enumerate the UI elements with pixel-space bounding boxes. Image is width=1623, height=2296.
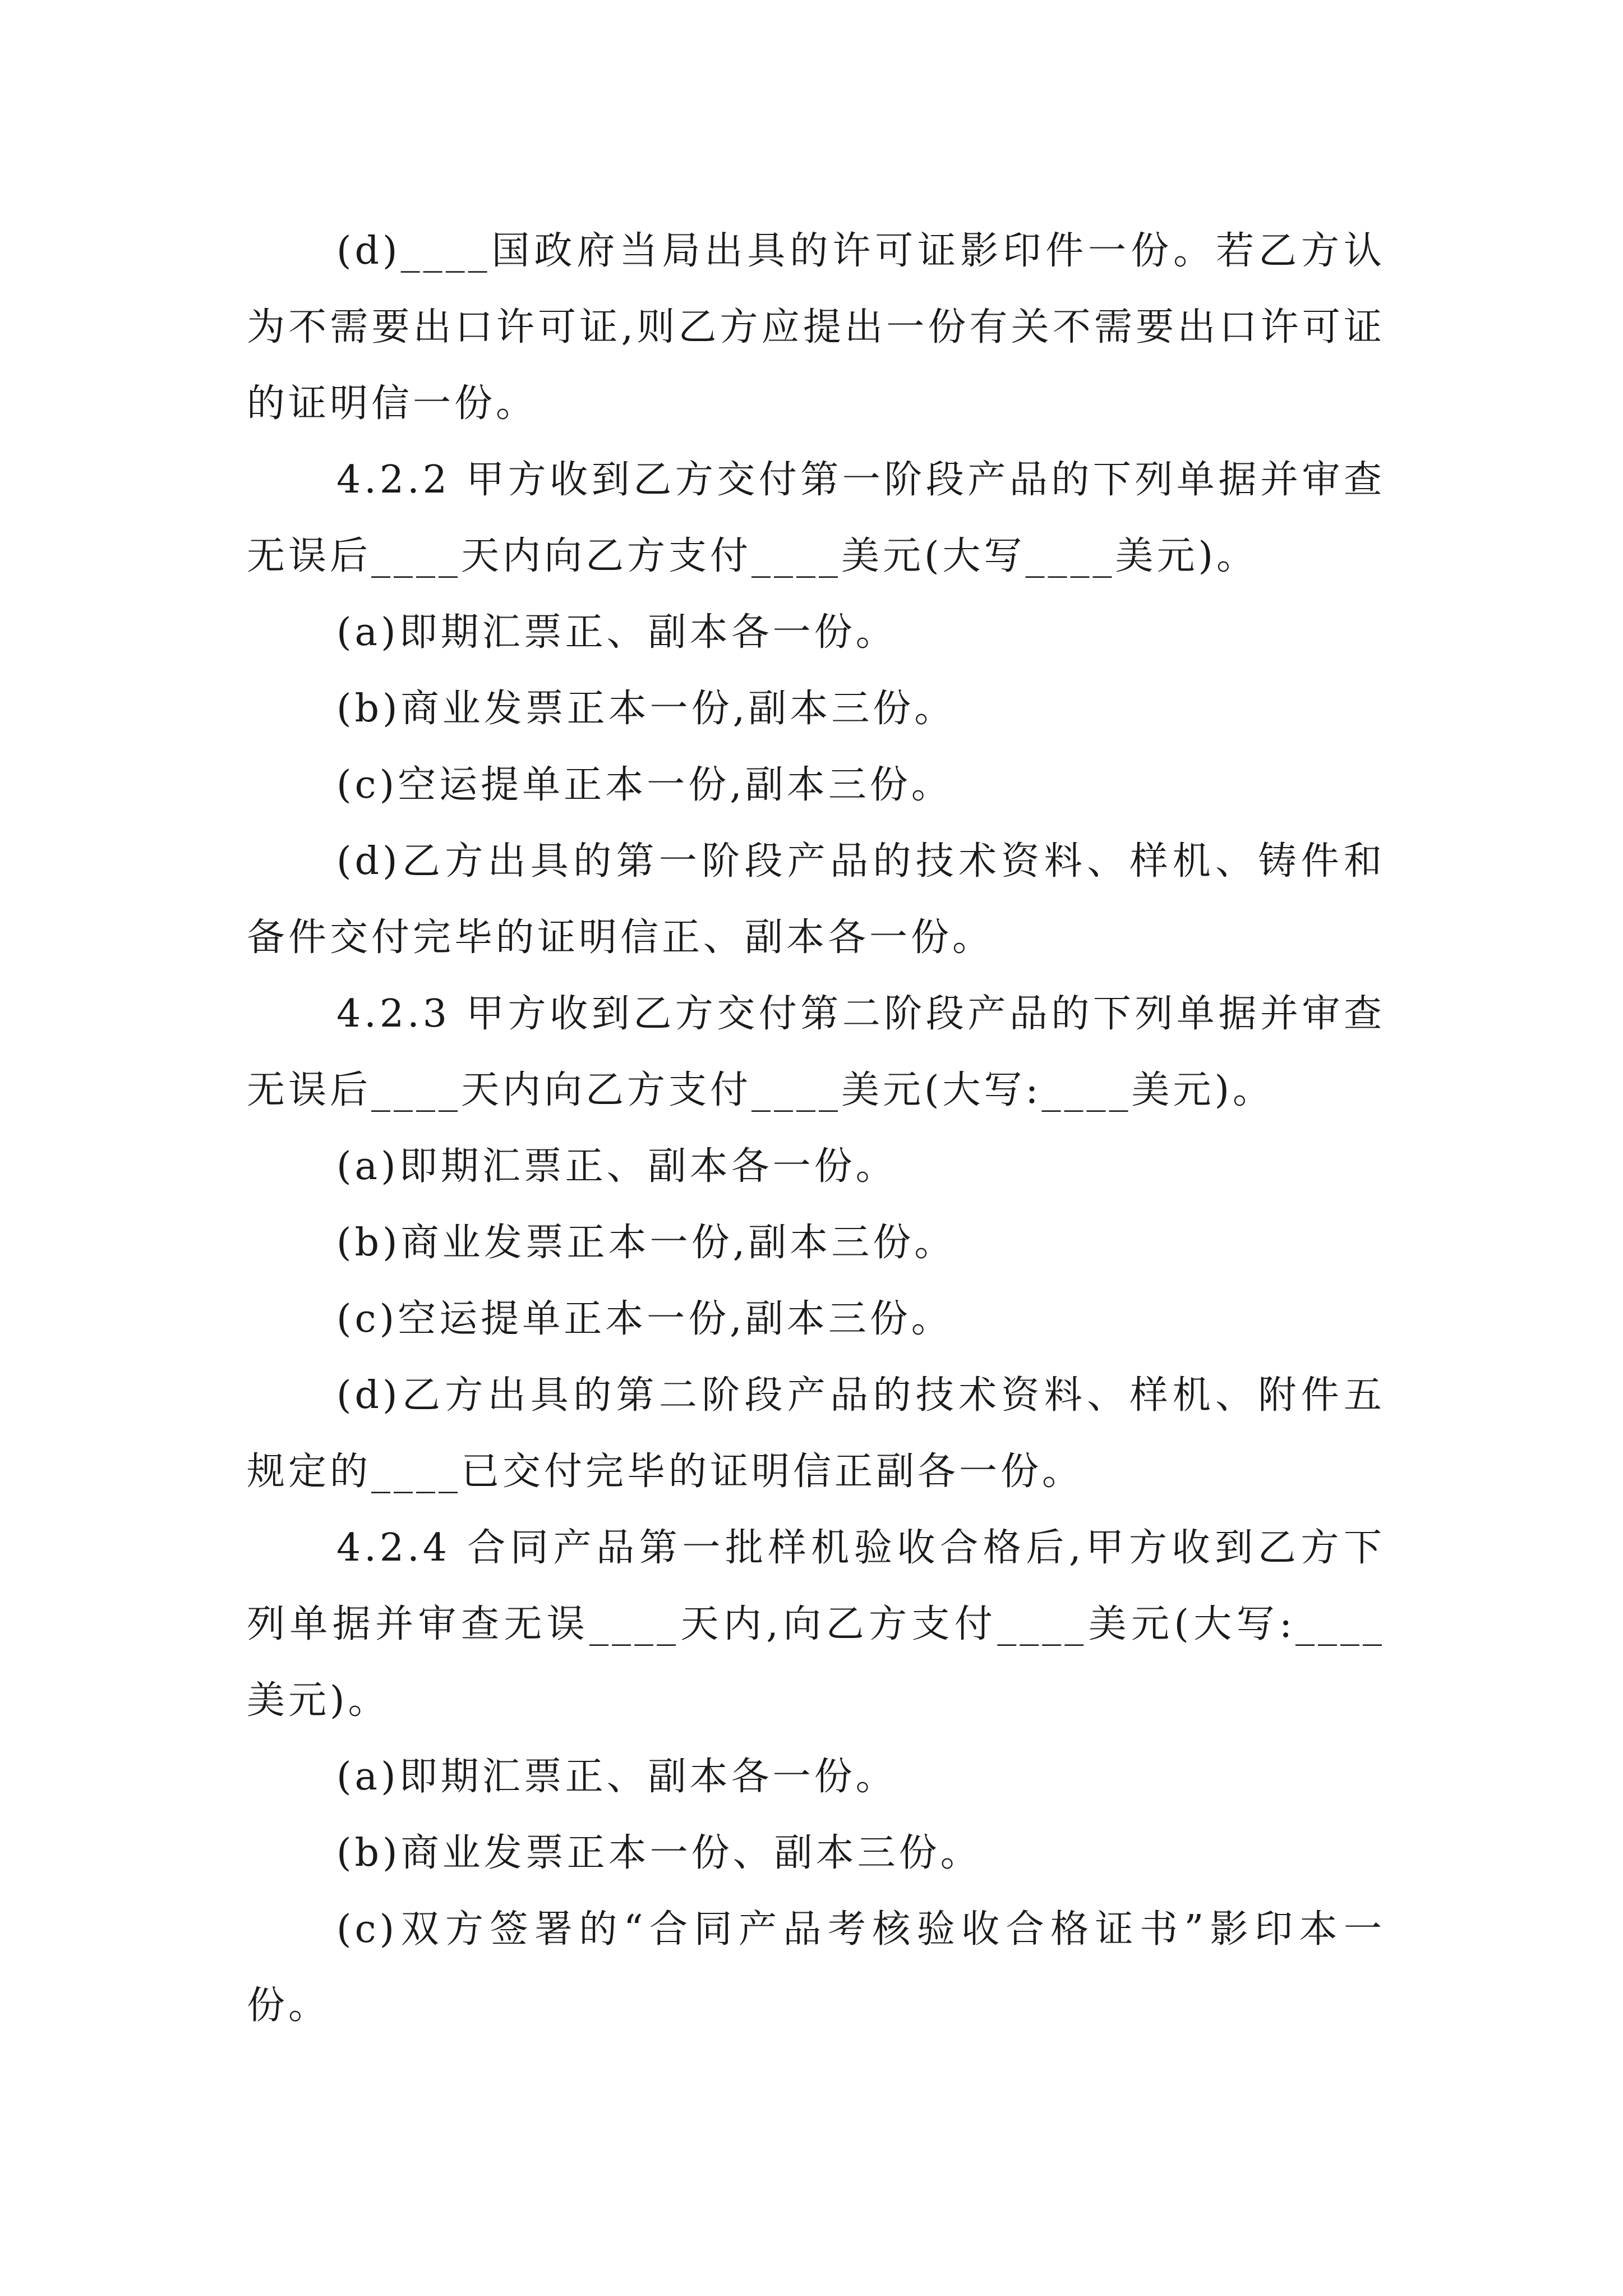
paragraph-4-2-2-c: (c)空运提单正本一份,副本三份。 <box>336 763 953 807</box>
paragraph-4-2-4-c: (c)双方签署的“合同产品考核验收合格证书”影印本一份。 <box>247 1907 1385 2028</box>
document-body <box>247 213 1385 2044</box>
paragraph-4-2-3-d: (d)乙方出具的第二阶段产品的技术资料、样机、附件五规定的____已交付完毕的证明信正副各一份。 <box>247 1373 1385 1494</box>
paragraph-4-2-2-d: (d)乙方出具的第一阶段产品的技术资料、样机、铸件和备件交付完毕的证明信正、副本各一份。 <box>247 839 1385 960</box>
paragraph-4-2-3-c: (c)空运提单正本一份,副本三份。 <box>336 1297 953 1341</box>
paragraph-4-2-4-b: (b)商业发票正本一份、副本三份。 <box>336 1831 982 1875</box>
paragraph-4-2-4: 4.2.4 合同产品第一批样机验收合格后,甲方收到乙方下列单据并审查无误____天内,向乙方支付____美元(大写:____美元)。 <box>247 1526 1385 1723</box>
paragraph-4-2-2-a: (a)即期汇票正、副本各一份。 <box>336 610 897 655</box>
paragraph-4-2-3: 4.2.3 甲方收到乙方交付第二阶段产品的下列单据并审查无误后____天内向乙方支付____美元(大写:____美元)。 <box>247 992 1385 1112</box>
paragraph-4-2-2-b: (b)商业发票正本一份,副本三份。 <box>336 687 956 731</box>
paragraph-d-license-copy: (d)____国政府当局出具的许可证影印件一份。若乙方认为不需要出口许可证,则乙方应提出一份有关不需要出口许可证的证明信一份。 <box>247 229 1385 426</box>
paragraph-4-2-3-a: (a)即期汇票正、副本各一份。 <box>336 1144 897 1189</box>
paragraph-4-2-3-b: (b)商业发票正本一份,副本三份。 <box>336 1221 956 1265</box>
paragraph-4-2-2: 4.2.2 甲方收到乙方交付第一阶段产品的下列单据并审查无误后____天内向乙方支付____美元(大写____美元)。 <box>247 458 1385 578</box>
paragraph-4-2-4-a: (a)即期汇票正、副本各一份。 <box>336 1755 897 1799</box>
